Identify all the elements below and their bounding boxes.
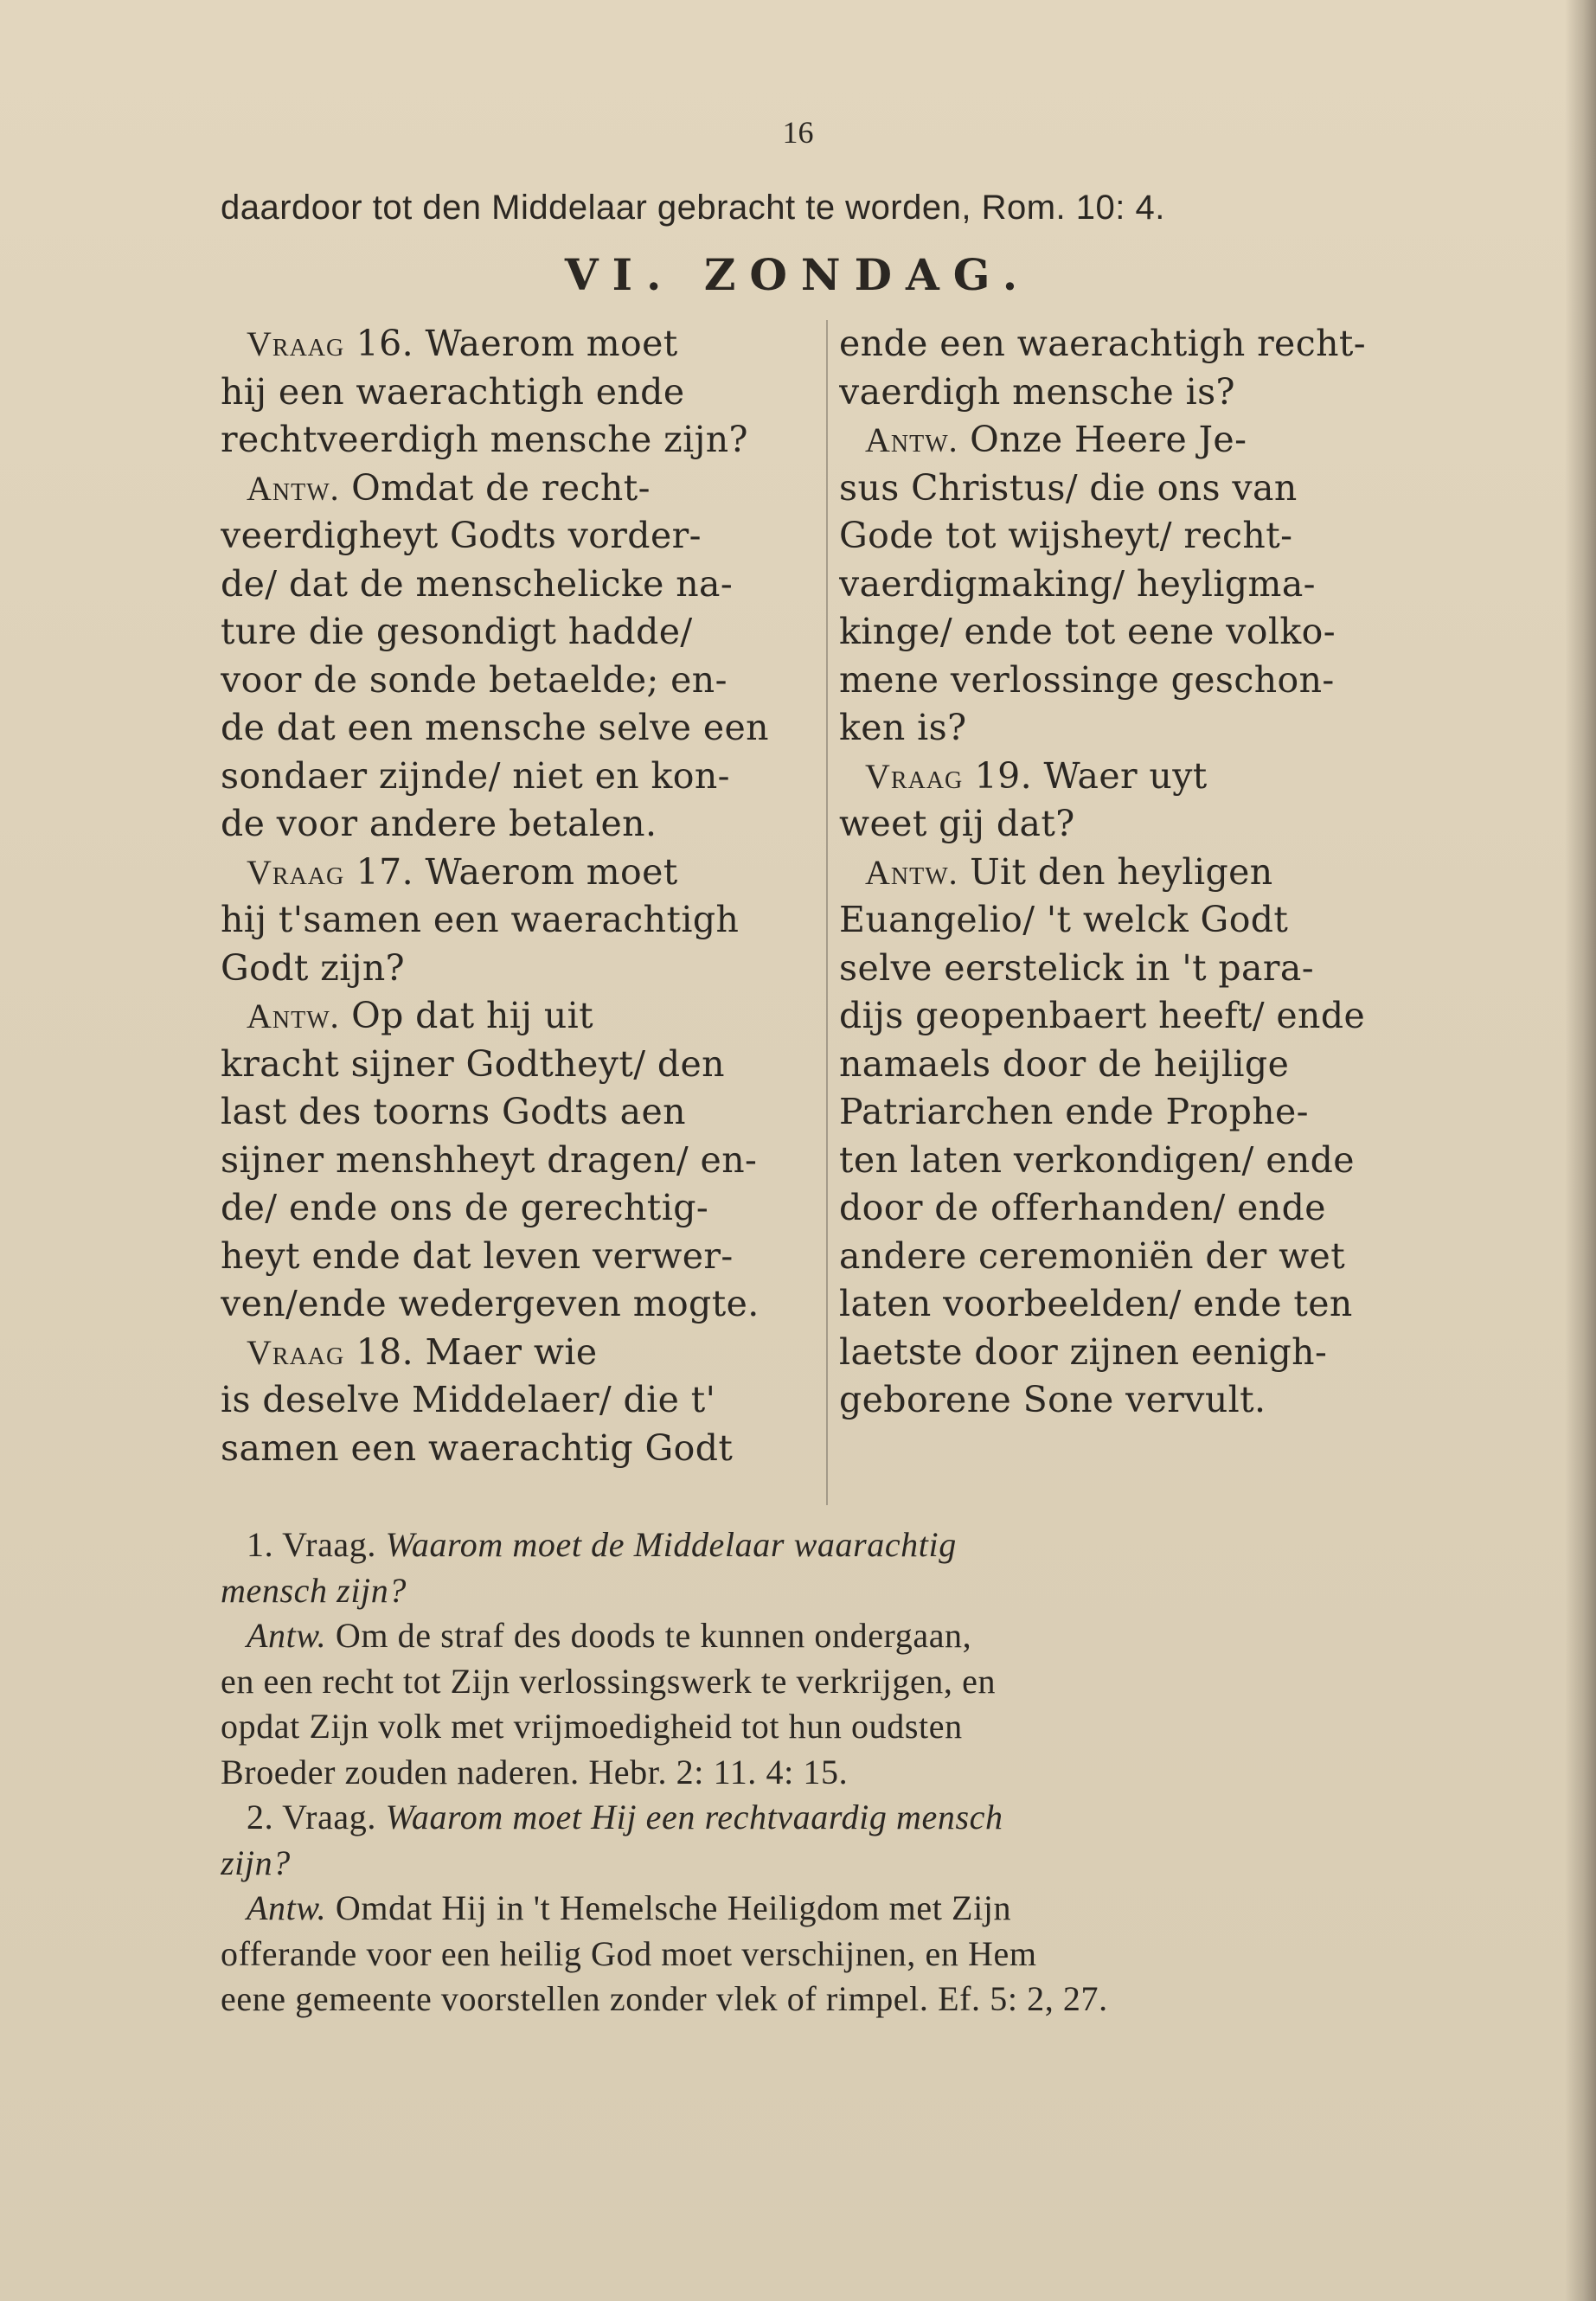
question-label: Vraag (247, 1332, 345, 1372)
right-column-line: andere ceremoniën der wet (839, 1234, 1346, 1277)
column-divider (826, 320, 828, 1505)
note-line (221, 1886, 1440, 1932)
note-line (221, 1568, 1440, 1614)
left-column-line: veerdigheyt Godts vorder- (221, 515, 702, 556)
note-line (221, 1613, 1440, 1659)
left-column-line: hij een waerachtigh ende (221, 370, 685, 413)
right-column-line: ten laten verkondigen/ ende (839, 1138, 1355, 1181)
left-column-line: heyt ende dat leven verwer- (221, 1234, 734, 1277)
right-column-line: vaerdigh mensche is? (839, 370, 1235, 413)
line-text: Onze Heere Je- (958, 419, 1247, 460)
note-text: opdat Zijn volk met vrijmoedigheid tot hun oudsten (221, 1707, 963, 1746)
right-column (839, 320, 1436, 1425)
left-column-line: Godt zijn? (221, 946, 406, 989)
line-text: 16. Waerom moet (344, 323, 678, 364)
right-column-line (839, 849, 1436, 897)
note-line (221, 1932, 1440, 1977)
right-column-line: laten voorbeelden/ ende ten (839, 1283, 1353, 1324)
note-text: Omdat Hij in 't Hemelsche Heiligdom met Zijn (326, 1888, 1012, 1927)
page-edge-shadow (1565, 0, 1596, 2301)
right-column-line: sus Christus/ die ons van (839, 466, 1298, 509)
left-column-line: de/ dat de menschelicke na- (221, 562, 734, 605)
right-column-line: weet gij dat? (839, 803, 1075, 844)
right-column-line: ken is? (839, 707, 967, 748)
line-text: 17. Waerom moet (344, 850, 678, 893)
left-column-line: voor de sonde betaelde; en- (221, 658, 727, 701)
left-column-line (221, 1329, 817, 1377)
note-italic: Antw. (247, 1616, 327, 1655)
right-column-line: Gode tot wijsheyt/ recht- (839, 515, 1293, 556)
note-prefix: 1. Vraag. (247, 1525, 386, 1564)
question-label: Antw. (247, 997, 340, 1035)
left-column-line: last des toorns Godts aen (221, 1091, 686, 1132)
line-text: 18. Maer wie (344, 1330, 598, 1373)
left-column-line: sijner menshheyt dragen/ en- (221, 1138, 758, 1181)
note-line (221, 1841, 1440, 1887)
left-column-line: rechtveerdigh mensche zijn? (221, 419, 748, 460)
right-column-line: selve eerstelick in 't para- (839, 946, 1314, 989)
section-title: VI. ZONDAG. (564, 249, 1032, 300)
note-italic: Waarom moet Hij een rechtvaardig mensch (385, 1798, 1003, 1836)
left-column-line: sondaer zijnde/ niet en kon- (221, 754, 730, 797)
left-column-line (221, 992, 817, 1041)
right-column-line: mene verlossinge geschon- (839, 658, 1335, 701)
note-text: Broeder zouden naderen. Hebr. 2: 11. 4: 15. (221, 1752, 849, 1791)
question-label: Vraag (247, 852, 345, 892)
question-label: Antw. (865, 420, 958, 459)
right-column-line (839, 753, 1436, 801)
note-text: eene gemeente voorstellen zonder vlek of rimpel. Ef. 5: 2, 27. (221, 1979, 1108, 2018)
note-line (221, 1795, 1440, 1841)
note-italic: mensch zijn? (221, 1570, 407, 1610)
left-column-line: de/ ende ons de gerechtig- (221, 1187, 709, 1228)
two-column-text (221, 320, 1436, 1505)
note-line (221, 1704, 1440, 1750)
left-column-line: de voor andere betalen. (221, 803, 657, 844)
note-italic: zijn? (221, 1843, 291, 1882)
note-text: Om de straf des doods te kunnen ondergaan, (326, 1616, 972, 1655)
right-column-line (839, 416, 1436, 465)
note-prefix: 2. Vraag. (247, 1798, 386, 1836)
right-column-line: laetste door zijnen eenigh- (839, 1330, 1328, 1373)
note-line (221, 1659, 1440, 1705)
left-column-line: is deselve Middelaer/ die t' (221, 1379, 716, 1420)
right-column-line: Euangelio/ 't welck Godt (839, 899, 1289, 940)
line-text: Omdat de recht- (339, 466, 651, 509)
line-text: Op dat hij uit (339, 995, 594, 1036)
left-column-line: de dat een mensche selve een (221, 707, 769, 748)
right-column-line: geborene Sone vervult. (839, 1379, 1266, 1420)
left-column-line (221, 465, 817, 513)
question-label: Vraag (865, 756, 964, 796)
left-column-line: hij t'samen een waerachtigh (221, 899, 740, 940)
intro-line: daardoor tot den Middelaar gebracht te worden, Rom. 10: 4. (221, 189, 1165, 227)
note-line (221, 1750, 1440, 1796)
right-column-line: dijs geopenbaert heeft/ ende (839, 995, 1366, 1036)
right-column-line: Patriarchen ende Prophe- (839, 1091, 1309, 1132)
left-column-line: kracht sijner Godtheyt/ den (221, 1042, 725, 1085)
left-column-line (221, 849, 817, 897)
right-column-line: door de offerhanden/ ende (839, 1187, 1326, 1228)
question-label: Vraag (247, 324, 345, 363)
question-label: Antw. (247, 468, 340, 508)
left-column-line: ven/ende wedergeven mogte. (221, 1283, 760, 1324)
left-column-line: ture die gesondigt hadde/ (221, 611, 693, 652)
right-column-line: vaerdigmaking/ heyligma- (839, 562, 1316, 605)
right-column-line: ende een waerachtigh recht- (839, 323, 1367, 364)
note-text: en een recht tot Zijn verlossingswerk te verkrijgen, en (221, 1661, 997, 1701)
page-number: 16 (782, 115, 814, 150)
note-italic: Antw. (247, 1888, 327, 1927)
left-column (221, 320, 817, 1472)
left-column-line (221, 320, 817, 369)
note-line (221, 1977, 1440, 2022)
left-column-line: samen een waerachtig Godt (221, 1426, 734, 1469)
line-text: 19. Waer uyt (963, 754, 1208, 797)
note-italic: Waarom moet de Middelaar waarachtig (385, 1525, 957, 1564)
question-label: Antw. (865, 852, 958, 892)
line-text: Uit den heyligen (958, 850, 1273, 893)
commentary-notes (221, 1522, 1440, 2022)
note-text: offerande voor een heilig God moet verschijnen, en Hem (221, 1933, 1037, 1973)
note-line (221, 1522, 1440, 1568)
right-column-line: namaels door de heijlige (839, 1042, 1290, 1085)
right-column-line: kinge/ ende tot eene volko- (839, 611, 1336, 652)
